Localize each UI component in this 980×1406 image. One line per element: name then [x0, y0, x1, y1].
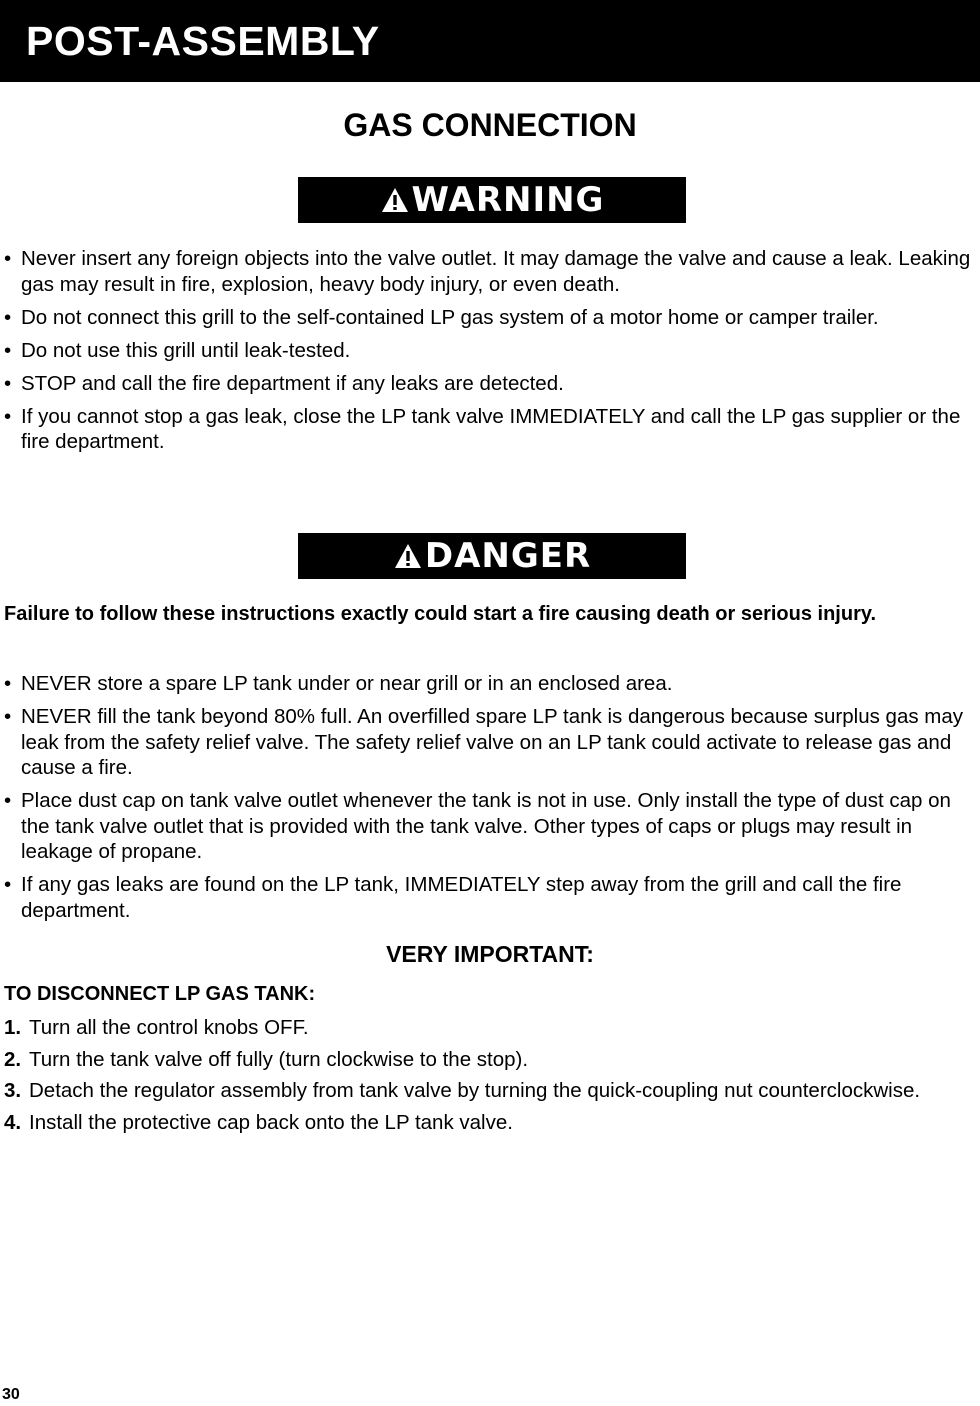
step-text: Turn all the control knobs OFF.	[29, 1016, 309, 1039]
step-number: 2.	[4, 1047, 22, 1071]
danger-intro: Failure to follow these instructions exactly could start a fire causing death or serious injury.	[4, 603, 877, 625]
step-text: Detach the regulator assembly from tank valve by turning the quick-coupling nut counterclockwise.	[29, 1079, 921, 1102]
disconnect-subheading: TO DISCONNECT LP GAS TANK:	[4, 983, 316, 1005]
step-item	[4, 1110, 974, 1136]
page-header-title: POST-ASSEMBLY	[26, 18, 380, 64]
step-item	[4, 1078, 974, 1104]
danger-label: DANGER	[424, 536, 592, 576]
danger-banner	[298, 533, 686, 579]
warning-triangle-icon	[380, 186, 410, 214]
warning-banner	[298, 177, 686, 223]
important-heading: VERY IMPORTANT:	[386, 941, 594, 967]
section-title: GAS CONNECTION	[343, 107, 637, 143]
step-number: 4.	[4, 1110, 22, 1134]
disconnect-steps	[4, 1015, 974, 1141]
step-number: 1.	[4, 1016, 22, 1039]
list-item: • Do not use this grill until leak-tested.	[4, 338, 976, 364]
danger-list	[4, 671, 976, 931]
header-bar	[0, 0, 980, 82]
list-item: • Place dust cap on tank valve outlet whenever the tank is not in use. Only install the type of dust cap on the tank valve outlet that is provided with the tank valve. Other types of caps or plugs may result in leakage of propane.	[4, 788, 976, 865]
step-item	[4, 1047, 974, 1073]
warning-label: WARNING	[411, 180, 605, 220]
step-text: Turn the tank valve off fully (turn clockwise to the stop).	[29, 1047, 529, 1071]
list-item: • NEVER store a spare LP tank under or near grill or in an enclosed area.	[4, 671, 976, 697]
list-item: • Do not connect this grill to the self-contained LP gas system of a motor home or camper trailer.	[4, 305, 976, 331]
step-item	[4, 1015, 974, 1041]
page-number: 30	[2, 1386, 20, 1403]
list-item: • NEVER fill the tank beyond 80% full. An overfilled spare LP tank is dangerous because surplus gas may leak from the safety relief valve. The safety relief valve on an LP tank could activate to release gas and cause a fire.	[4, 704, 976, 781]
list-item: • If any gas leaks are found on the LP tank, IMMEDIATELY step away from the grill and call the fire department.	[4, 872, 976, 923]
step-text: Install the protective cap back onto the LP tank valve.	[29, 1110, 513, 1134]
warning-triangle-icon	[393, 542, 423, 570]
list-item: • If you cannot stop a gas leak, close the LP tank valve IMMEDIATELY and call the LP gas supplier or the fire department.	[4, 404, 976, 455]
list-item: • Never insert any foreign objects into the valve outlet. It may damage the valve and cause a leak. Leaking gas may result in fire, explosion, heavy body injury, or even death.	[4, 246, 976, 297]
warning-list	[4, 246, 976, 462]
list-item: • STOP and call the fire department if any leaks are detected.	[4, 371, 976, 397]
step-number: 3.	[4, 1079, 22, 1102]
